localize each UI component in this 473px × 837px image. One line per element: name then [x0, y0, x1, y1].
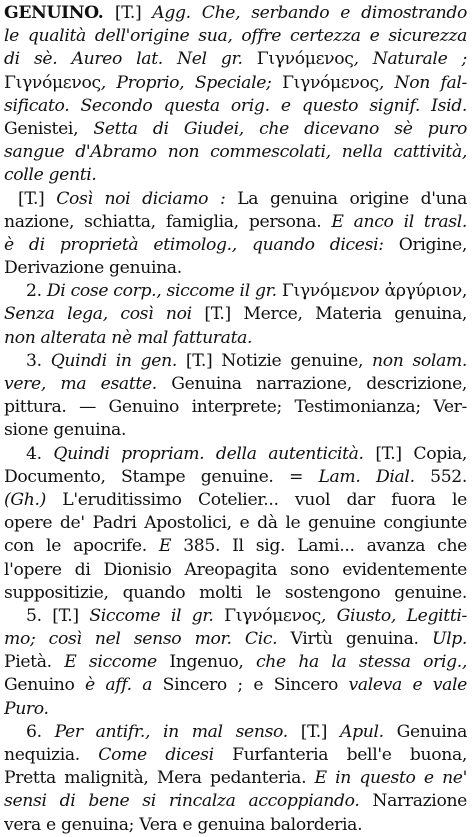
italic-text: mo; così nel senso mor. Cic. — [4, 629, 291, 650]
roman-text: 5. [T.] — [26, 605, 90, 626]
italic-text: Agg. Che, serbando e dimostrando — [152, 3, 467, 23]
italic-text: E anco il trasl. — [331, 211, 467, 232]
italic-text: Puro. — [4, 698, 49, 719]
roman-text: [T.] — [300, 721, 341, 742]
italic-text: non solam. — [372, 350, 467, 371]
entry-line — [4, 164, 467, 187]
italic-text: valeva e vale — [348, 675, 467, 696]
entry-line — [4, 141, 467, 164]
roman-text: Γιγνόμενος — [282, 72, 379, 93]
roman-text: Documento, Stampe genuine. = — [4, 466, 319, 487]
entry-line — [4, 443, 467, 466]
italic-text: Quindi in gen. — [50, 350, 186, 371]
italic-text: E siccome — [64, 652, 170, 673]
italic-text: sangue d'Abramo non commescolati, nella cattività, — [4, 142, 467, 163]
roman-text: Γιγνόμενος — [224, 605, 321, 626]
italic-text: (Gh.) — [4, 489, 63, 510]
entry-line — [4, 698, 467, 721]
roman-text: sione genuina. — [4, 420, 127, 441]
roman-text: La genuina origine d'una — [237, 188, 467, 209]
italic-text: Quindi propriam. della autenticità. — [53, 443, 376, 464]
entry-line — [4, 790, 467, 813]
entry-line — [4, 95, 467, 118]
entry-line — [4, 48, 467, 71]
entry-line — [4, 721, 467, 744]
headword: GENUINO. — [4, 3, 115, 23]
italic-text: sensi di bene si rincalza accoppiando. — [4, 791, 373, 812]
italic-text: Di cose corp., siccome il gr. — [46, 281, 282, 302]
roman-text: 3. — [26, 350, 51, 371]
roman-text: [T.] Notizie genuine, — [185, 350, 373, 371]
entry-line — [4, 582, 467, 605]
roman-text: pittura. — Genuino interprete; Testimonianza; Ver- — [4, 397, 467, 418]
entry-line — [4, 419, 467, 442]
entry-line — [4, 489, 467, 512]
roman-text: Genuina — [396, 721, 467, 742]
entry-line — [4, 767, 467, 790]
entry-line — [4, 118, 467, 141]
roman-text: L'eruditissimo Cotelier... vuol dar fuora le — [62, 489, 467, 510]
entry-line — [4, 674, 467, 697]
entry-line — [4, 535, 467, 558]
roman-text: 2. — [26, 281, 47, 302]
entry-line — [4, 280, 467, 303]
italic-text: , Proprio, Speciale; — [100, 72, 283, 93]
italic-text: Per antifr., in mal senso. — [54, 721, 301, 742]
entry-line — [4, 396, 467, 419]
roman-text: 385. Il sig. Lami... avanza che — [183, 536, 467, 557]
roman-text: Derivazione genuina. — [4, 258, 182, 279]
entry-line — [4, 559, 467, 582]
italic-text: Così noi diciamo : — [56, 188, 238, 209]
roman-text: 552. — [430, 466, 467, 487]
entry-line — [4, 257, 467, 280]
italic-text: Senza lega, così noi — [4, 304, 205, 325]
roman-text: Genuino — [4, 675, 86, 696]
italic-text: Ulp. — [431, 629, 467, 650]
roman-text: Ingenuo, — [169, 652, 257, 673]
entry-line — [4, 234, 467, 257]
roman-text: Genuina narrazione, descrizione, — [171, 374, 467, 394]
italic-text: , Naturale ; — [353, 49, 467, 70]
roman-text: Γιγνόμενος — [4, 72, 101, 93]
italic-text: sificato. Secondo questa orig. e questo signif. Isid. — [4, 95, 467, 116]
roman-text: vera e genuina; Vera e genuina balorderia. — [4, 814, 363, 835]
roman-text: Γιγνόμενον ἀργύριον, — [281, 281, 467, 302]
entry-line — [4, 25, 467, 48]
entry-line — [4, 327, 467, 350]
entry-line — [4, 373, 467, 396]
entry-line — [4, 814, 467, 837]
entry-line — [4, 512, 467, 535]
entry-line — [4, 628, 467, 651]
italic-text: , Non fal- — [378, 72, 467, 93]
roman-text: Sincero ; e Sincero — [162, 675, 349, 696]
italic-text: di sè. Aureo lat. Nel gr. — [4, 49, 257, 70]
roman-text: Furfanteria bell'e buona, — [232, 745, 467, 765]
italic-text: colle genti. — [4, 165, 97, 186]
italic-text: E — [158, 536, 184, 557]
italic-text: che ha la stessa orig., — [256, 652, 467, 673]
entry-line — [4, 188, 467, 211]
italic-text: Lam. Dial. — [318, 466, 431, 487]
italic-text: le qualità dell'origine sua, offre certezza e sicurezza — [4, 26, 467, 47]
roman-text: nequizia. — [4, 745, 99, 765]
roman-text: Pretta malignità, Mera pedanteria. — [4, 768, 315, 789]
entry-line — [4, 466, 467, 489]
roman-text: Genistei, — [4, 118, 94, 139]
roman-text: [T.] — [18, 188, 57, 209]
roman-text: [T.] Copia, — [375, 443, 467, 464]
roman-text: l'opere di Dionisio Areopagita sono evidentemente — [4, 559, 467, 580]
roman-text: Γιγνόμενος — [256, 49, 354, 70]
roman-text: Origine, — [398, 234, 467, 255]
roman-text: nazione, schiatta, famiglia, persona. — [4, 211, 332, 232]
entry-line — [4, 2, 467, 25]
entry-line — [4, 605, 467, 628]
entry-line — [4, 72, 467, 95]
italic-text: Siccome il gr. — [89, 605, 225, 626]
italic-text: non alterata nè mal fatturata. — [4, 327, 253, 348]
roman-text: con le apocrife. — [4, 536, 159, 557]
entry-line — [4, 211, 467, 234]
italic-text: Setta di Giudei, che dicevano sè puro — [93, 118, 467, 139]
roman-text: [T.] — [114, 3, 153, 23]
roman-text: Virtù genuina. — [290, 629, 432, 650]
roman-text: Narrazione — [372, 791, 467, 812]
italic-text: Come dicesi — [98, 745, 233, 765]
entry-line — [4, 303, 467, 326]
italic-text: Apul. — [340, 721, 397, 742]
roman-text: 4. — [26, 443, 54, 464]
entry-line — [4, 744, 467, 767]
italic-text: è di proprietà etimolog., quando dicesi: — [4, 234, 399, 255]
italic-text: , Giusto, Legitti- — [320, 605, 467, 626]
italic-text: è aff. a — [85, 675, 163, 696]
italic-text: E in questo e ne' — [314, 768, 467, 789]
entry-line — [4, 350, 467, 373]
roman-text: [T.] Merce, Materia genuina, — [204, 304, 467, 325]
roman-text: opere de' Padri Apostolici, e dà le genuine congiunte — [4, 513, 467, 534]
entry-line — [4, 651, 467, 674]
roman-text: suppositizie, quando molti le sostengono genuine. — [4, 582, 467, 603]
roman-text: Pietà. — [4, 652, 65, 673]
roman-text: 6. — [26, 721, 55, 742]
italic-text: vere, ma esatte. — [4, 374, 172, 394]
